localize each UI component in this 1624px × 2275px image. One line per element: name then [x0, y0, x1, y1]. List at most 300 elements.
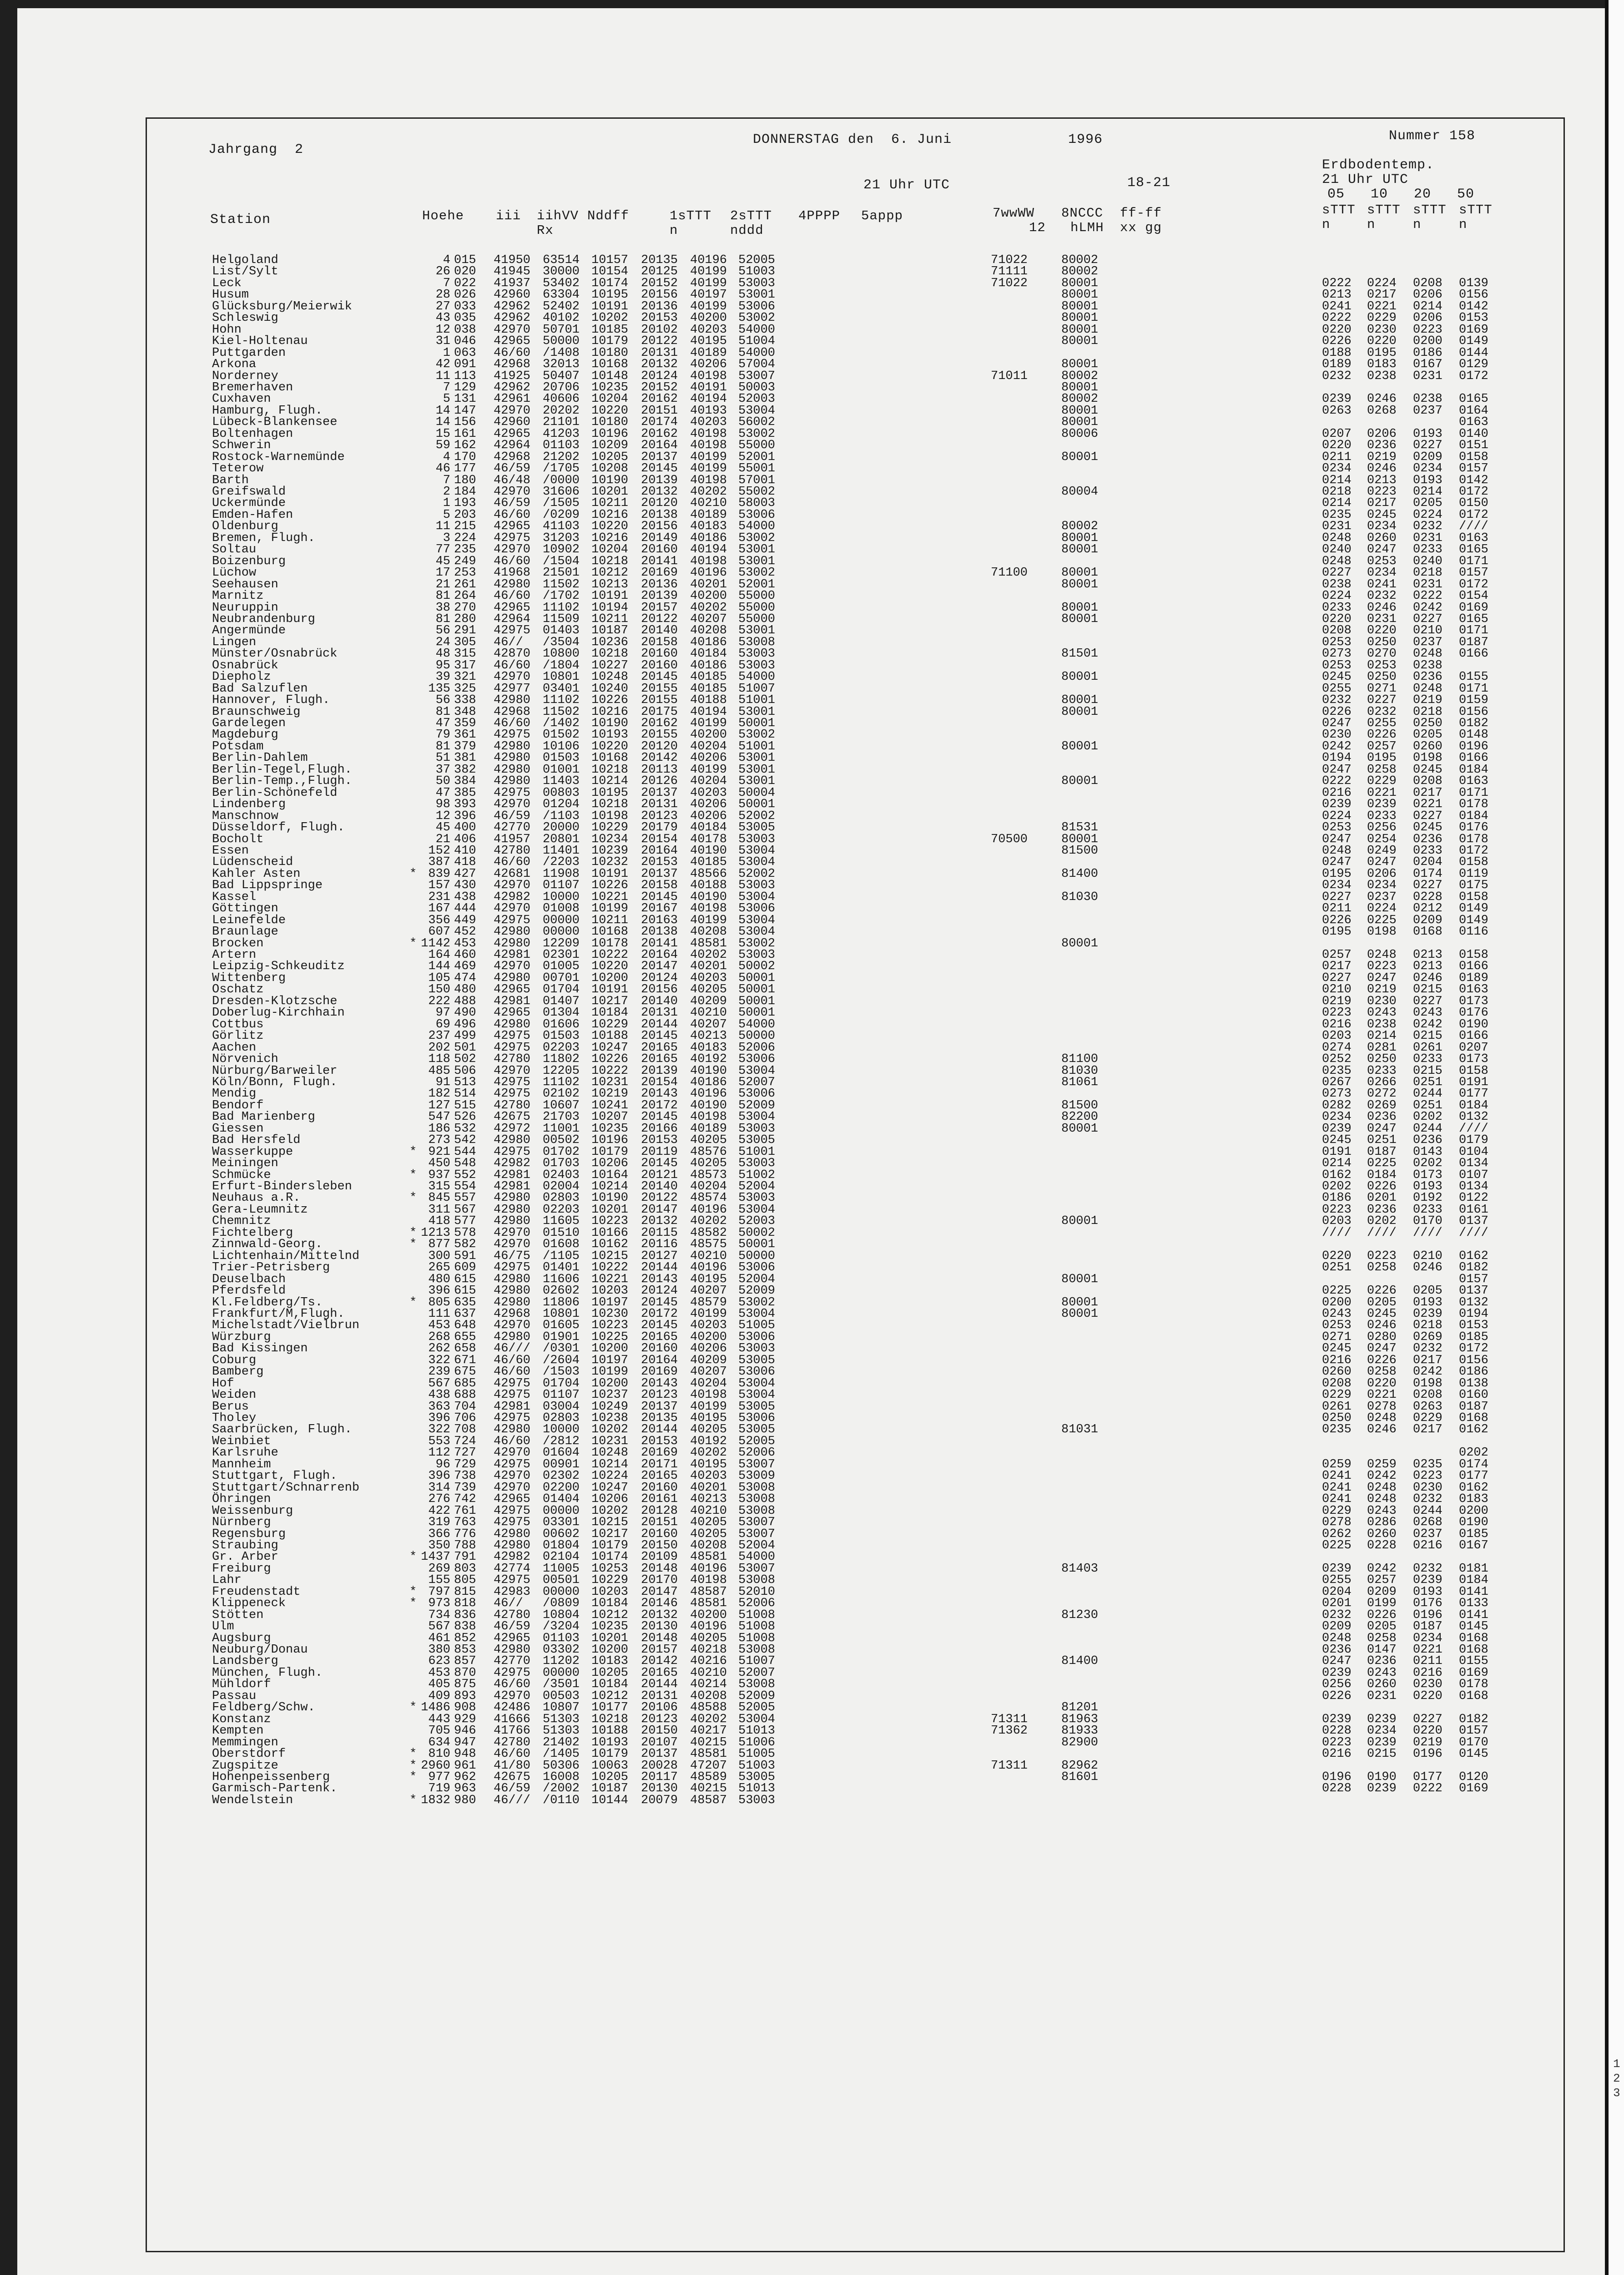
soil-05: 0195 — [1322, 925, 1352, 939]
nddff: 50701 — [543, 323, 580, 337]
nddff: 63304 — [543, 288, 580, 302]
station-id: 552 — [454, 1168, 476, 1182]
nddff: /3204 — [543, 1620, 580, 1634]
nddff: 20801 — [543, 832, 580, 846]
nddff: 03401 — [543, 682, 580, 696]
soil-20: 0242 — [1413, 601, 1442, 615]
pressure: 40196 — [690, 1620, 727, 1634]
soil-50: 0153 — [1459, 1319, 1488, 1333]
soil-05: 0222 — [1322, 774, 1352, 789]
station-name: Braunschweig — [212, 705, 301, 719]
tendency: 53006 — [738, 1261, 776, 1275]
soil-50: 0141 — [1459, 1608, 1488, 1622]
station-id: 578 — [454, 1226, 476, 1240]
soil-20: 0168 — [1413, 925, 1442, 939]
soil-20: 0244 — [1413, 1087, 1442, 1101]
soil-50: //// — [1459, 1226, 1488, 1240]
soil-50: 0149 — [1459, 334, 1488, 349]
station-name: Göttingen — [212, 902, 278, 916]
soil-50: 0174 — [1459, 1457, 1488, 1471]
soil-20: 0143 — [1413, 1145, 1442, 1159]
temp-2sttt: 20126 — [641, 774, 678, 789]
soil-50: 0107 — [1459, 1168, 1488, 1182]
temp-2sttt: 20113 — [641, 763, 678, 777]
mountain-marker: * — [409, 1295, 417, 1309]
elevation: 81 — [435, 739, 450, 753]
station-name: Osnabrück — [212, 658, 278, 672]
nddff: 01005 — [543, 960, 580, 974]
station-id: 022 — [454, 276, 476, 290]
pressure: 40198 — [690, 1388, 727, 1402]
elevation: 105 — [428, 971, 450, 985]
nddff: 11403 — [543, 774, 580, 789]
tendency: 52009 — [738, 1689, 776, 1703]
station-name: Leinefelde — [212, 913, 286, 927]
iihvv: 42780 — [494, 1098, 531, 1112]
soil-05: 0228 — [1322, 1782, 1352, 1796]
tendency: 53002 — [738, 566, 776, 580]
iihvv: 42980 — [494, 925, 531, 939]
temp-1sttt: 10207 — [591, 1110, 629, 1124]
station-id: 857 — [454, 1654, 476, 1668]
soil-10: 0242 — [1367, 1562, 1397, 1576]
temp-1sttt: 10235 — [591, 380, 629, 394]
elevation: 547 — [428, 1110, 450, 1124]
soil-50: 0176 — [1459, 821, 1488, 835]
temp-1sttt: 10179 — [591, 334, 629, 349]
soil-50: 0166 — [1459, 751, 1488, 765]
temp-2sttt: 20145 — [641, 1110, 678, 1124]
station-id: 548 — [454, 1157, 476, 1171]
temp-2sttt: 20140 — [641, 624, 678, 638]
station-id: 582 — [454, 1238, 476, 1252]
soil-20: 0193 — [1413, 473, 1442, 487]
iihvv: 46/60 — [494, 658, 531, 672]
pressure: 40185 — [690, 670, 727, 684]
nddff: 10801 — [543, 670, 580, 684]
soil-50: 0170 — [1459, 1735, 1488, 1749]
soil-50: 0182 — [1459, 1261, 1488, 1275]
pressure: 40205 — [690, 1157, 727, 1171]
tendency: 51001 — [738, 739, 776, 753]
temp-2sttt: 20160 — [641, 647, 678, 661]
temp-1sttt: 10200 — [591, 971, 629, 985]
tendency: 52001 — [738, 450, 776, 464]
station-name: Öhringen — [212, 1492, 271, 1507]
temp-2sttt: 20130 — [641, 1620, 678, 1634]
soil-50: 0132 — [1459, 1110, 1488, 1124]
soil-50: 0159 — [1459, 693, 1488, 708]
elevation: 38 — [435, 601, 450, 615]
temp-2sttt: 20156 — [641, 983, 678, 997]
station-name: Arkona — [212, 358, 257, 372]
soil-05: 0220 — [1322, 1249, 1352, 1263]
cloud: 80006 — [1061, 427, 1099, 441]
iihvv: 46/60 — [494, 855, 531, 870]
nddff: 40102 — [543, 311, 580, 325]
tendency: 53008 — [738, 635, 776, 649]
temp-2sttt: 20137 — [641, 786, 678, 800]
station-id: 542 — [454, 1133, 476, 1148]
col-2sttt-sub: nddd — [730, 223, 764, 238]
elevation: 845 — [428, 1191, 450, 1205]
nddff: /1505 — [543, 496, 580, 511]
soil-10: 0246 — [1367, 601, 1397, 615]
soil-50: 0169 — [1459, 323, 1488, 337]
observation-time: 21 Uhr UTC — [863, 177, 950, 193]
temp-1sttt: 10221 — [591, 1272, 629, 1286]
temp-2sttt: 20160 — [641, 1342, 678, 1356]
iihvv: 46/60 — [494, 508, 531, 522]
station-name: Lingen — [212, 635, 257, 649]
temp-1sttt: 10191 — [591, 867, 629, 881]
temp-1sttt: 10187 — [591, 1782, 629, 1796]
tendency: 53006 — [738, 1330, 776, 1344]
station-name: Artern — [212, 948, 257, 962]
tendency: 54000 — [738, 670, 776, 684]
nddff: 01001 — [543, 763, 580, 777]
pressure: 40204 — [690, 1376, 727, 1390]
soil-20: 0205 — [1413, 496, 1442, 511]
station-id: 648 — [454, 1319, 476, 1333]
station-name: Cuxhaven — [212, 392, 271, 406]
iihvv: 42968 — [494, 1307, 531, 1321]
tendency: 53001 — [738, 763, 776, 777]
pressure: 40199 — [690, 763, 727, 777]
soil-10: 0239 — [1367, 798, 1397, 812]
nddff: 50306 — [543, 1759, 580, 1773]
soil-05: 0227 — [1322, 566, 1352, 580]
cloud: 82900 — [1061, 1735, 1099, 1749]
pressure: 40206 — [690, 751, 727, 765]
temp-1sttt: 10220 — [591, 739, 629, 753]
temp-1sttt: 10211 — [591, 496, 629, 511]
temp-1sttt: 10220 — [591, 520, 629, 534]
soil-50: 0185 — [1459, 1330, 1488, 1344]
soil-05: 0267 — [1322, 1075, 1352, 1089]
tendency: 51006 — [738, 1735, 776, 1749]
pressure: 40190 — [690, 844, 727, 858]
station-name: Erfurt-Bindersleben — [212, 1180, 352, 1193]
nddff: /2002 — [543, 1782, 580, 1796]
station-name: Bad Marienberg — [212, 1110, 315, 1124]
pressure: 40189 — [690, 1122, 727, 1136]
iihvv: 42980 — [494, 1017, 531, 1031]
nddff: 11606 — [543, 1272, 580, 1286]
nddff: /1504 — [543, 554, 580, 568]
soil-20: 0248 — [1413, 647, 1442, 661]
station-name: Berlin-Tegel,Flugh. — [212, 763, 352, 777]
station-id: 381 — [454, 751, 476, 765]
station-id: 410 — [454, 844, 476, 858]
col-8nccc-sub: hLMH — [1070, 220, 1104, 235]
soil-20: 0193 — [1413, 1295, 1442, 1309]
station-name: Konstanz — [212, 1712, 271, 1726]
nddff: 02302 — [543, 1469, 580, 1483]
iihvv: 46/59 — [494, 462, 531, 476]
iihvv: 46// — [494, 1597, 523, 1611]
iihvv: 42975 — [494, 624, 531, 638]
station-name: Nürnberg — [212, 1516, 271, 1530]
soil-50: 0186 — [1459, 1365, 1488, 1379]
temp-1sttt: 10206 — [591, 1492, 629, 1507]
soil-10: 0195 — [1367, 751, 1397, 765]
cloud: 80001 — [1061, 404, 1099, 418]
soil-10: 0225 — [1367, 1157, 1397, 1171]
elevation: 319 — [428, 1516, 450, 1530]
station-id: 361 — [454, 728, 476, 742]
soil-05: 0218 — [1322, 485, 1352, 499]
station-id: 704 — [454, 1400, 476, 1414]
cloud: 81501 — [1061, 647, 1099, 661]
nddff: 01503 — [543, 1029, 580, 1043]
station-id: 338 — [454, 693, 476, 708]
nddff: 02602 — [543, 1284, 580, 1298]
soil-05: 0235 — [1322, 1423, 1352, 1437]
station-name: Tholey — [212, 1411, 257, 1425]
soil-20: 0227 — [1413, 612, 1442, 626]
soil-10: 0257 — [1367, 739, 1397, 753]
soil-05: 0202 — [1322, 1180, 1352, 1193]
temp-2sttt: 20164 — [641, 844, 678, 858]
nddff: 50407 — [543, 369, 580, 383]
elevation: 95 — [435, 658, 450, 672]
temp-1sttt: 10240 — [591, 682, 629, 696]
soil-50: 0151 — [1459, 439, 1488, 453]
jahrgang-label: Jahrgang 2 — [208, 142, 304, 157]
tendency: 53007 — [738, 1527, 776, 1541]
temp-1sttt: 10214 — [591, 774, 629, 789]
iihvv: 42970 — [494, 1064, 531, 1078]
pressure: 40190 — [690, 1064, 727, 1078]
soil-20: 0220 — [1413, 1724, 1442, 1738]
station-name: Neubrandenburg — [212, 612, 315, 626]
tendency: 54000 — [738, 1017, 776, 1031]
soil-20: 0211 — [1413, 1654, 1442, 1668]
station-name: Deuselbach — [212, 1272, 286, 1286]
station-name: München, Flugh. — [212, 1666, 323, 1680]
nddff: 01608 — [543, 1238, 580, 1252]
station-name: Oschatz — [212, 983, 264, 997]
soil-20: 0173 — [1413, 1168, 1442, 1182]
elevation: 152 — [428, 844, 450, 858]
soil-05: 0214 — [1322, 473, 1352, 487]
temp-2sttt: 20179 — [641, 821, 678, 835]
soil-05: 0211 — [1322, 902, 1352, 916]
temp-1sttt: 10216 — [591, 705, 629, 719]
col-iihvv: iihVV — [537, 208, 579, 223]
temp-1sttt: 10202 — [591, 1504, 629, 1518]
soil-20: 0261 — [1413, 1041, 1442, 1055]
soil-50: 0157 — [1459, 1272, 1488, 1286]
weather: 71311 — [991, 1759, 1028, 1773]
soil-10: 0248 — [1367, 948, 1397, 962]
elevation: 450 — [428, 1157, 450, 1171]
temp-2sttt: 20171 — [641, 1457, 678, 1471]
temp-1sttt: 10190 — [591, 1191, 629, 1205]
soil-10: 0224 — [1367, 276, 1397, 290]
station-name: Hohn — [212, 323, 242, 337]
temp-1sttt: 10194 — [591, 601, 629, 615]
station-name: Gera-Leumnitz — [212, 1203, 308, 1217]
iihvv: 42870 — [494, 647, 531, 661]
elevation: 485 — [428, 1064, 450, 1078]
iihvv: 42975 — [494, 913, 531, 927]
elevation: 1 — [443, 346, 450, 360]
nddff: /2812 — [543, 1434, 580, 1448]
temp-1sttt: 10214 — [591, 1180, 629, 1193]
soil-50: 0172 — [1459, 369, 1488, 383]
temp-2sttt: 20132 — [641, 358, 678, 372]
cloud: 80001 — [1061, 601, 1099, 615]
temp-1sttt: 10248 — [591, 670, 629, 684]
station-id: 838 — [454, 1620, 476, 1634]
temp-2sttt: 20142 — [641, 751, 678, 765]
temp-2sttt: 20152 — [641, 276, 678, 290]
iihvv: 42965 — [494, 1492, 531, 1507]
pressure: 40195 — [690, 334, 727, 349]
temp-1sttt: 10247 — [591, 1481, 629, 1495]
temp-2sttt: 20139 — [641, 1064, 678, 1078]
iihvv: 42970 — [494, 1238, 531, 1252]
soil-05: 0226 — [1322, 334, 1352, 349]
soil-20: 0242 — [1413, 1365, 1442, 1379]
temp-1sttt: 10216 — [591, 531, 629, 545]
temp-2sttt: 20144 — [641, 1261, 678, 1275]
temp-2sttt: 20149 — [641, 531, 678, 545]
temp-2sttt: 20165 — [641, 1041, 678, 1055]
station-id: 184 — [454, 485, 476, 499]
tendency: 53008 — [738, 1643, 776, 1657]
elevation: 350 — [428, 1538, 450, 1552]
soil-20: 0209 — [1413, 450, 1442, 464]
soil-05: 0247 — [1322, 717, 1352, 730]
nddff: 10800 — [543, 647, 580, 661]
soil-10: 0247 — [1367, 543, 1397, 557]
temp-2sttt: 20138 — [641, 508, 678, 522]
elevation: 150 — [428, 983, 450, 997]
station-name: Seehausen — [212, 577, 278, 592]
elevation: 111 — [428, 1307, 450, 1321]
soil-50: 0166 — [1459, 647, 1488, 661]
pressure: 40199 — [690, 717, 727, 730]
station-name: Dresden-Klotzsche — [212, 994, 338, 1008]
pressure: 40192 — [690, 1052, 727, 1067]
iihvv: 42975 — [494, 1261, 531, 1275]
temp-2sttt: 20156 — [641, 520, 678, 534]
elevation: 237 — [428, 1029, 450, 1043]
tendency: 51013 — [738, 1782, 776, 1796]
nddff: 11502 — [543, 577, 580, 592]
tendency: 53007 — [738, 1516, 776, 1530]
temp-1sttt: 10226 — [591, 879, 629, 893]
elevation: 45 — [435, 554, 450, 568]
soil-temp-title: Erdbodentemp. — [1322, 157, 1435, 173]
col-nddff: Nddff — [587, 208, 630, 223]
station-id: 526 — [454, 1110, 476, 1124]
soil-20: 0200 — [1413, 334, 1442, 349]
elevation: 37 — [435, 763, 450, 777]
tendency: 52004 — [738, 1180, 776, 1193]
soil-20: 0219 — [1413, 693, 1442, 708]
station-id: 129 — [454, 380, 476, 394]
pressure: 40204 — [690, 739, 727, 753]
temp-2sttt: 20131 — [641, 346, 678, 360]
temp-2sttt: 20148 — [641, 1631, 678, 1645]
tendency: 53004 — [738, 1203, 776, 1217]
soil-10: 0231 — [1367, 1689, 1397, 1703]
tendency: 57004 — [738, 358, 776, 372]
station-name: Passau — [212, 1689, 257, 1703]
soil-10: 0219 — [1367, 983, 1397, 997]
soil-50: 0166 — [1459, 1029, 1488, 1043]
elevation: 7 — [443, 473, 450, 487]
station-name: Chemnitz — [212, 1214, 271, 1228]
station-name: Emden-Hafen — [212, 508, 293, 522]
soil-10: 0272 — [1367, 1087, 1397, 1101]
cloud: 81201 — [1061, 1701, 1099, 1715]
iihvv: 42980 — [494, 1214, 531, 1228]
soil-50: 0172 — [1459, 844, 1488, 858]
soil-20: 0231 — [1413, 369, 1442, 383]
station-id: 655 — [454, 1330, 476, 1344]
station-id: 875 — [454, 1678, 476, 1692]
temp-2sttt: 20153 — [641, 855, 678, 870]
nddff: /1402 — [543, 717, 580, 730]
soil-50: 0190 — [1459, 1516, 1488, 1530]
elevation: 157 — [428, 879, 450, 893]
iihvv: 42975 — [494, 1145, 531, 1159]
soil-05: 0253 — [1322, 821, 1352, 835]
iihvv: 42675 — [494, 1110, 531, 1124]
soil-05: 0225 — [1322, 1538, 1352, 1552]
station-id: 291 — [454, 624, 476, 638]
station-id: 280 — [454, 612, 476, 626]
cloud: 81400 — [1061, 867, 1099, 881]
soil-20: 0238 — [1413, 392, 1442, 406]
soil-50: 0154 — [1459, 589, 1488, 603]
temp-1sttt: 10218 — [591, 554, 629, 568]
cloud: 80002 — [1061, 520, 1099, 534]
soil-50: 0162 — [1459, 1249, 1488, 1263]
elevation: 607 — [428, 925, 450, 939]
elevation: 26 — [435, 265, 450, 279]
soil-50: 0161 — [1459, 1203, 1488, 1217]
station-name: Regensburg — [212, 1527, 286, 1541]
nddff: 20706 — [543, 380, 580, 394]
pressure: 40196 — [690, 1562, 727, 1576]
station-name: Leck — [212, 276, 242, 290]
iihvv: 42968 — [494, 705, 531, 719]
soil-50: 0132 — [1459, 1295, 1488, 1309]
nddff: 03302 — [543, 1643, 580, 1657]
temp-2sttt: 20143 — [641, 1272, 678, 1286]
soil-05: 0239 — [1322, 1666, 1352, 1680]
pressure: 40205 — [690, 1516, 727, 1530]
soil-05: 0234 — [1322, 879, 1352, 893]
iihvv: 42980 — [494, 936, 531, 950]
temp-2sttt: 20141 — [641, 554, 678, 568]
soil-20: 0237 — [1413, 404, 1442, 418]
iihvv: 42681 — [494, 867, 531, 881]
cloud: 80001 — [1061, 380, 1099, 394]
cloud: 81030 — [1061, 1064, 1099, 1078]
soil-05: 0204 — [1322, 1585, 1352, 1599]
temp-2sttt: 20158 — [641, 879, 678, 893]
station-id: 818 — [454, 1597, 476, 1611]
nddff: 11001 — [543, 1122, 580, 1136]
cloud: 80001 — [1061, 1272, 1099, 1286]
